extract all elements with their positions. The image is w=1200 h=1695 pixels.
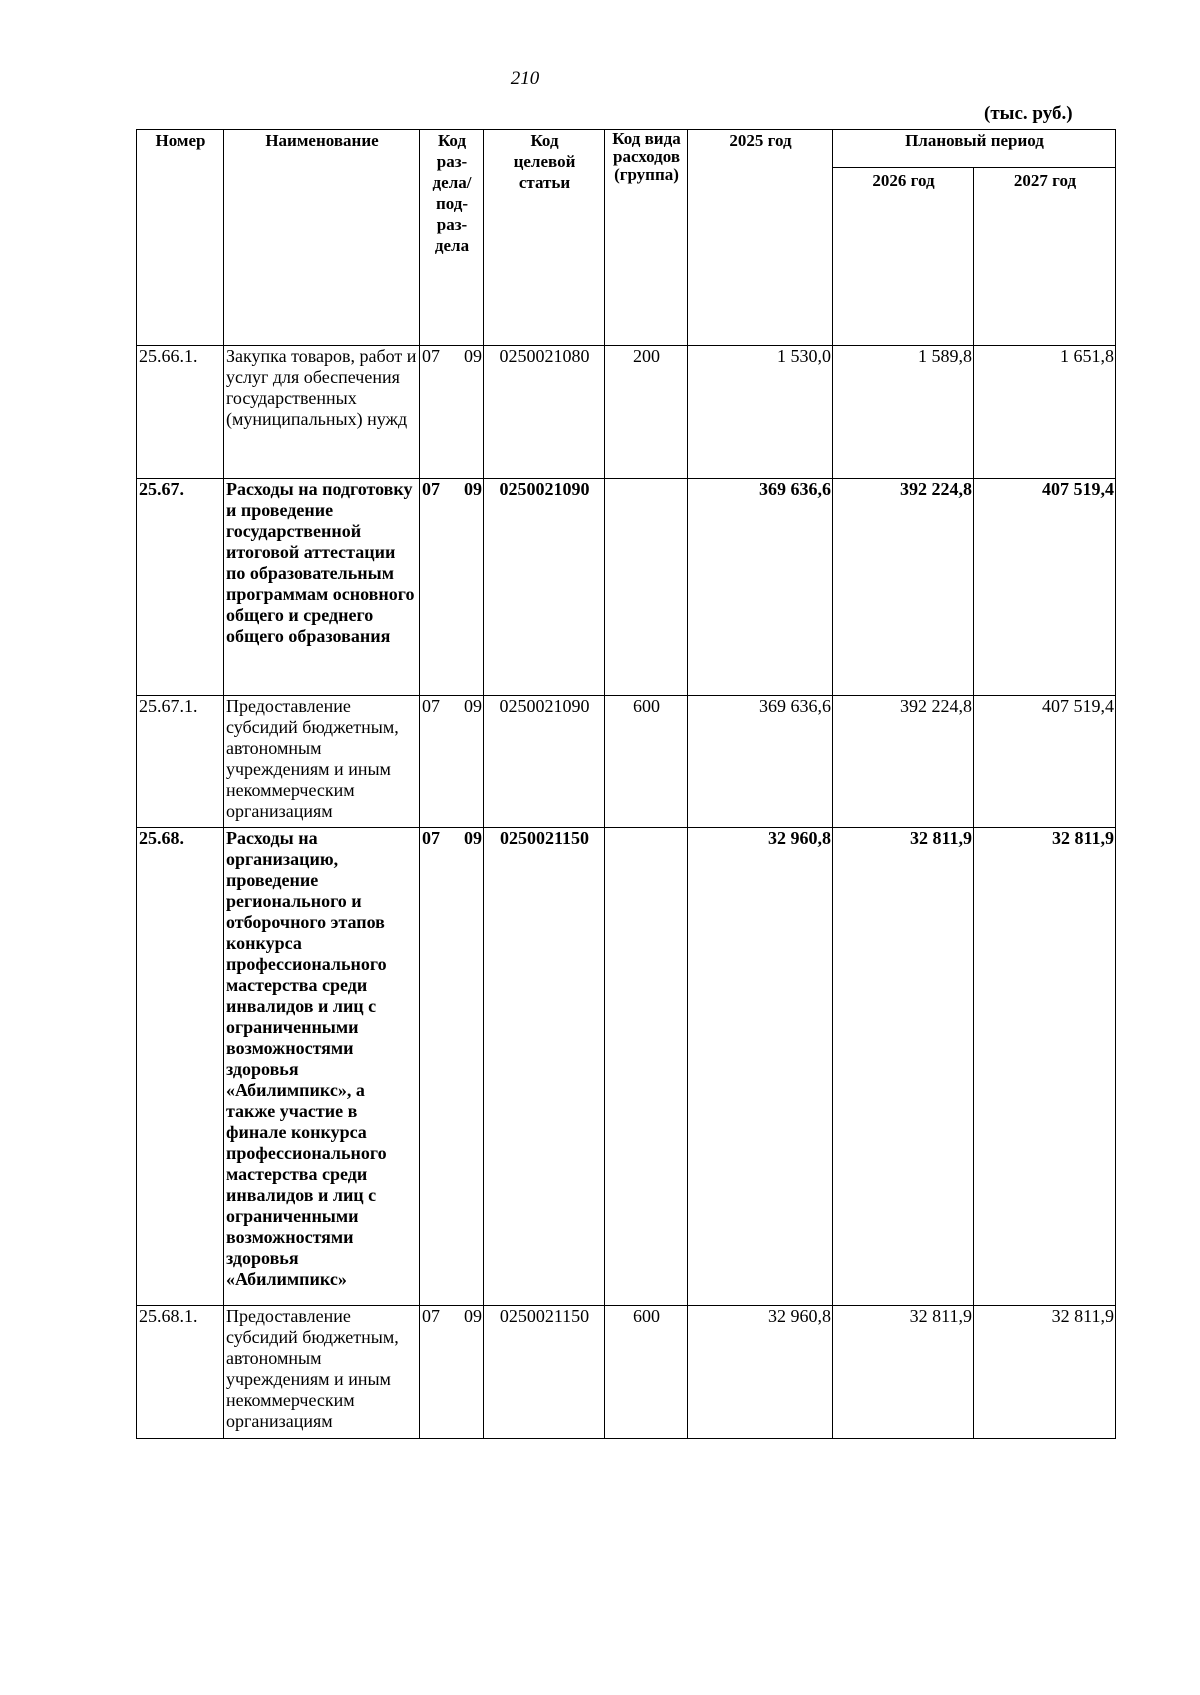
row-2026: 392 224,8 [833, 479, 974, 696]
row-pr: 09 [464, 1306, 482, 1326]
row-kvr [605, 828, 688, 1306]
row-kcs: 0250021150 [484, 1306, 605, 1439]
row-rz: 07 [422, 696, 440, 716]
header-2026: 2026 год [833, 168, 974, 346]
header-kcs: Код целевой статьи [484, 130, 605, 346]
row-kcs: 0250021150 [484, 828, 605, 1306]
row-rz: 07 [422, 479, 440, 499]
row-rz: 07 [422, 1306, 440, 1326]
row-2025: 369 636,6 [688, 696, 833, 828]
budget-table [136, 129, 1116, 1439]
row-kvr [605, 479, 688, 696]
row-number: 25.67. [137, 479, 224, 696]
header-razdel: Код раз- дела/ под- раз- дела [420, 130, 484, 346]
row-number: 25.68. [137, 828, 224, 1306]
row-kvr: 600 [605, 1306, 688, 1439]
header-row-top [137, 130, 1116, 168]
table-row [137, 1306, 1116, 1439]
header-nomer: Номер [137, 130, 224, 346]
table-row [137, 696, 1116, 828]
row-number: 25.68.1. [137, 1306, 224, 1439]
row-2025: 369 636,6 [688, 479, 833, 696]
row-2026: 1 589,8 [833, 346, 974, 479]
row-pr: 09 [464, 828, 482, 848]
row-2027: 407 519,4 [974, 479, 1116, 696]
row-2026: 392 224,8 [833, 696, 974, 828]
table-row [137, 479, 1116, 696]
row-name: Предоставление субсидий бюджетным, автономным учреждениям и иным некоммерческим организациям [224, 1306, 420, 1439]
units-label: (тыс. руб.) [984, 103, 1073, 124]
header-2025: 2025 год [688, 130, 833, 346]
header-kvr: Код вида расходов (группа) [605, 130, 688, 346]
row-2027: 32 811,9 [974, 1306, 1116, 1439]
row-kcs: 0250021080 [484, 346, 605, 479]
row-number: 25.66.1. [137, 346, 224, 479]
row-name: Закупка товаров, работ и услуг для обеспечения государственных (муниципальных) нужд [224, 346, 420, 479]
row-number: 25.67.1. [137, 696, 224, 828]
row-2025: 32 960,8 [688, 1306, 833, 1439]
row-2026: 32 811,9 [833, 828, 974, 1306]
row-rz: 07 [422, 346, 440, 366]
row-rz: 07 [422, 828, 440, 848]
header-name: Наименование [224, 130, 420, 346]
row-kvr: 200 [605, 346, 688, 479]
row-2025: 1 530,0 [688, 346, 833, 479]
row-razdel [420, 479, 484, 696]
row-name: Расходы на организацию, проведение регионального и отборочного этапов конкурса профессионального мастерства среди инвалидов и лиц с ограниченными возможностями здоровья «Абилимпикс», а также участие в финале конкурса профессионального мастерства среди инвалидов и лиц с ограниченными возможностями здоровья «Абилимпикс» [224, 828, 420, 1306]
row-2025: 32 960,8 [688, 828, 833, 1306]
row-kvr: 600 [605, 696, 688, 828]
row-kcs: 0250021090 [484, 696, 605, 828]
row-name: Расходы на подготовку и проведение государственной итоговой аттестации по образовательным программам основного общего и среднего общего образования [224, 479, 420, 696]
row-kcs: 0250021090 [484, 479, 605, 696]
table-row [137, 346, 1116, 479]
row-2027: 407 519,4 [974, 696, 1116, 828]
table-row [137, 828, 1116, 1306]
row-2026: 32 811,9 [833, 1306, 974, 1439]
row-name: Предоставление субсидий бюджетным, автономным учреждениям и иным некоммерческим организациям [224, 696, 420, 828]
row-razdel [420, 828, 484, 1306]
row-pr: 09 [464, 346, 482, 366]
row-2027: 32 811,9 [974, 828, 1116, 1306]
header-2027: 2027 год [974, 168, 1116, 346]
header-plan-period: Плановый период [833, 130, 1116, 168]
row-2027: 1 651,8 [974, 346, 1116, 479]
page-number: 210 [510, 68, 540, 89]
row-razdel [420, 696, 484, 828]
row-pr: 09 [464, 479, 482, 499]
row-razdel [420, 346, 484, 479]
row-razdel [420, 1306, 484, 1439]
row-pr: 09 [464, 696, 482, 716]
